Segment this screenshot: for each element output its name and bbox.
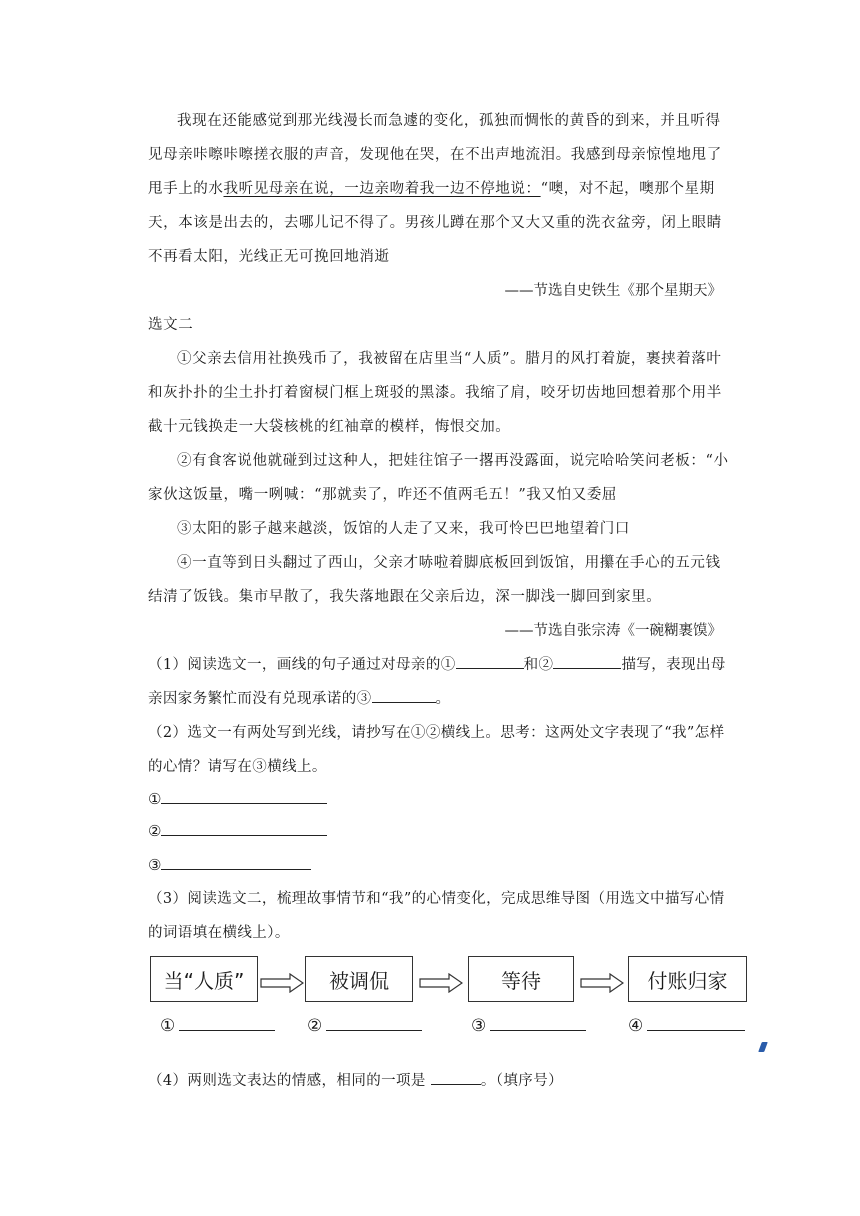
- passage1-text: 我现在还能感觉到那光线漫长而急遽的变化，孤独而惆怅的黄昏的到来，并且听得见母亲咔嚓咔嚓搓衣服的声音，发现他在哭，在不出声地流泪。我感到母亲惊惶地甩了甩手上的水: [148, 113, 722, 197]
- answer-blank[interactable]: [553, 652, 621, 669]
- passage1-text-cont: “噢，对不起，噢那个星期天，本该是出去的，去哪儿记不得了。男孩儿蹲在那个又大又重的洗衣盆旁，闭上眼睛不再看太阳，光线正无可挽回地消逝: [148, 181, 722, 265]
- answer-line-2: [148, 816, 327, 846]
- answer-line-3: [148, 850, 311, 880]
- arrow-right-icon: [260, 973, 304, 993]
- passage2-paragraph-2: ②有食客说他就碰到过这种人，把娃往馆子一撂再没露面，说完哈哈笑问老板：“小家伙这饭量，嘴一咧喊：“那就卖了，咋还不值两毛五！”我又怕又委屈: [148, 453, 729, 503]
- mindmap-answer-number: ④: [628, 1016, 644, 1036]
- question-1-text: （1）阅读选文一，画线的句子通过对母亲的①: [148, 657, 456, 673]
- answer-blank[interactable]: [490, 1016, 586, 1031]
- passage2-paragraph-3: ③太阳的影子越来越淡，饭馆的人走了又来，我可怜巴巴地望着门口: [177, 521, 630, 537]
- passage2-source: ——节选自张宗涛《一碗糊裹馍》: [504, 623, 722, 639]
- question-4-text-b: 。（填序号）: [480, 1073, 563, 1089]
- mindmap-answer-4: [628, 1016, 745, 1036]
- answer-line-number: ①: [148, 790, 162, 808]
- passage2-heading: 选文二: [148, 317, 194, 333]
- passage2-paragraph-1: ①父亲去信用社换残币了，我被留在店里当“人质”。腊月的风打着旋，裹挟着落叶和灰扑扑的尘土扑打着窗棂门框上斑驳的黑漆。我缩了肩，咬牙切齿地回想着那个用半截十元钱换走一大袋核桃的红袖章的模样，悔恨交加。: [148, 351, 722, 435]
- answer-blank[interactable]: [161, 819, 327, 836]
- answer-line-1: [148, 784, 327, 814]
- mindmap-answer-number: ①: [160, 1016, 176, 1036]
- mindmap-answer-number: ③: [471, 1016, 487, 1036]
- answer-blank[interactable]: [179, 1016, 275, 1031]
- question-4-text: （4）两则选文表达的情感，相同的一项是: [148, 1073, 426, 1089]
- answer-blank[interactable]: [161, 853, 311, 870]
- answer-blank[interactable]: [161, 787, 327, 804]
- arrow-right-icon: [580, 973, 624, 993]
- mindmap-box-1: 当“人质”: [150, 956, 258, 1002]
- arrow-right-icon: [419, 973, 463, 993]
- answer-line-number: ③: [148, 856, 162, 874]
- mindmap-box-4: 付账归家: [628, 956, 747, 1002]
- passage1-paragraph: [148, 104, 732, 274]
- mindmap-answer-3: [471, 1016, 586, 1036]
- answer-blank[interactable]: [431, 1068, 481, 1085]
- question-3: （3）阅读选文二，梳理故事情节和“我”的心情变化，完成思维导图（用选文中描写心情的词语填在横线上）。: [148, 891, 725, 941]
- mindmap-answer-1: [160, 1016, 275, 1036]
- question-4: [148, 1064, 738, 1098]
- answer-blank[interactable]: [456, 652, 524, 669]
- question-1-text-c: 描写，表现出母亲因家务繁忙而没有兑现承诺的③: [148, 657, 726, 707]
- passage1-underlined-sentence: 我听见母亲在说，一边亲吻着我一边不停地说：: [223, 181, 541, 197]
- question-1: [148, 648, 738, 716]
- answer-blank[interactable]: [326, 1016, 422, 1031]
- passage1-source: ——节选自史铁生《那个星期天》: [504, 283, 722, 299]
- answer-blank[interactable]: [372, 686, 436, 703]
- mindmap-answer-number: ②: [307, 1016, 323, 1036]
- question-1-text-b: 和②: [523, 657, 554, 673]
- question-1-text-d: 。: [435, 691, 451, 707]
- answer-line-number: ②: [148, 822, 162, 840]
- mindmap-box-3: 等待: [468, 956, 574, 1002]
- question-2: （2）选文一有两处写到光线，请抄写在①②横线上。思考：这两处文字表现了“我”怎样的心情？请写在③横线上。: [148, 725, 725, 775]
- blue-mark-icon: [758, 1042, 768, 1052]
- answer-blank[interactable]: [647, 1016, 745, 1031]
- mindmap-box-2: 被调侃: [305, 956, 413, 1002]
- mindmap-answer-2: [307, 1016, 422, 1036]
- passage2-paragraph-4: ④一直等到日头翻过了西山，父亲才哧啦着脚底板回到饭馆，用攥在手心的五元钱结清了饭钱。集市早散了，我失落地跟在父亲后边，深一脚浅一脚回到家里。: [148, 555, 721, 605]
